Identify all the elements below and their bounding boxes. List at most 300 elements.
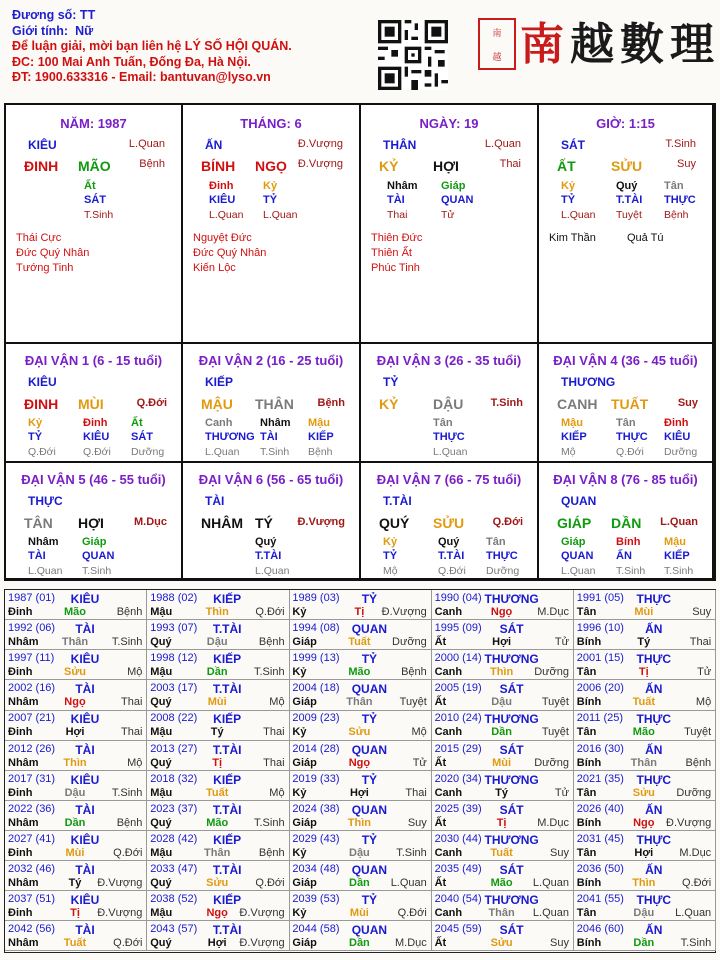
tang-trang: L.Quan [263,209,298,221]
thap-than: TÀI [205,494,225,508]
truong-sinh: Suy [677,158,696,170]
tang-trang: Tử [441,209,455,221]
than-sat: Quả Tú [627,232,664,244]
dai-van-title: ĐẠI VẬN 2 (16 - 25 tuổi) [198,353,344,368]
year-cell[interactable] [5,771,147,801]
tang-than: TỶ [263,194,278,206]
year-truong-sinh: Đ.Vượng [666,816,712,829]
year-thap-than: THƯƠNG [484,893,539,907]
year-truong-sinh: T.Sinh [254,666,285,679]
year-can: Canh [434,606,463,618]
tang-trang: Mộ [383,565,398,577]
year-cell[interactable] [147,831,289,861]
year-truong-sinh: Suy [692,606,712,618]
truong-sinh: Thai [499,158,521,170]
year-cell[interactable] [5,891,147,921]
year-cell[interactable] [5,741,147,771]
year-truong-sinh: Tuyệt [541,726,569,739]
tang-than: THỰC [616,431,648,443]
dia-chi: HỢI [78,515,104,531]
than-sat: Đức Quý Nhân [193,247,267,259]
year-chi: Mão [632,726,655,739]
dai-van-title: ĐẠI VẬN 1 (6 - 15 tuổi) [24,353,163,368]
year-label: 2006 (20) [576,682,624,695]
year-can: Ất [434,876,447,889]
year-label: 2005 (19) [434,682,482,695]
year-cell[interactable] [289,710,431,740]
year-thap-than: QUAN [351,682,388,697]
year-thap-than: THỰC [636,712,672,727]
year-can: Giáp [292,756,317,769]
tang-than: THƯƠNG [205,431,255,443]
year-chi: Dần [349,937,370,950]
year-cell[interactable] [574,831,716,861]
year-cell[interactable] [289,741,431,771]
year-cell[interactable] [5,921,147,951]
year-truong-sinh: Q.Đới [113,846,143,859]
tang-trang: L.Quan [205,446,240,458]
year-can: Quý [150,876,172,889]
year-chi: Dậu [491,696,512,709]
dai-van-4[interactable] [539,344,714,463]
year-chi: Ngọ [348,756,371,769]
year-can: Ất [434,937,447,950]
tang-can: Quý [438,536,460,548]
year-label: 2046 (60) [576,923,624,936]
tang-can: Đinh [664,417,689,429]
year-chi: Hợi [207,937,227,950]
dai-van-1[interactable] [6,344,183,463]
thap-than: ẤN [205,138,223,152]
tang-can: Quý [616,180,638,192]
year-can: Canh [434,666,463,679]
year-truong-sinh: Dưỡng [676,786,712,799]
dia-chi: TÝ [255,515,273,531]
year-label: 2030 (44) [434,832,482,845]
year-truong-sinh: Dưỡng [392,636,427,649]
year-label: 2041 (55) [576,893,624,905]
year-label: 2017 (31) [8,772,56,785]
year-thap-than: KIÊU [70,832,100,847]
thien-can: CANH [557,396,598,412]
year-cell[interactable] [432,921,574,951]
year-cell[interactable] [5,861,147,891]
year-truong-sinh: Dưỡng [534,756,569,769]
truong-sinh: L.Quan [660,516,698,528]
year-can: Canh [434,786,463,799]
pillar-title: NGÀY: 19 [419,116,479,131]
year-truong-sinh: Suy [550,937,569,950]
year-truong-sinh: Q.Đới [681,876,712,889]
duong-so: Đương số: TT [12,8,96,22]
year-cell[interactable] [574,801,716,831]
year-can: Kỷ [292,606,307,618]
year-cell[interactable] [289,861,431,891]
year-chi: Tị [70,907,80,919]
year-chi: Sửu [490,937,513,950]
tang-can: Bính [616,536,641,548]
year-label: 2019 (33) [292,772,340,785]
year-cell[interactable] [432,801,574,831]
year-label: 1991 (05) [576,592,624,604]
year-cell[interactable] [289,831,431,861]
year-thap-than: TÀI [75,742,95,757]
year-cell[interactable] [574,921,716,951]
thap-than: T.TÀI [383,494,412,508]
year-can: Tân [576,846,597,859]
year-truong-sinh: Đ.Vượng [239,907,285,919]
year-thap-than: SÁT [499,862,524,877]
year-label: 1997 (11) [8,652,55,665]
dia-chi: DẦN [611,515,642,531]
year-chi: Hợi [349,786,369,799]
year-thap-than: QUAN [351,802,388,817]
year-thap-than: THƯƠNG [484,832,539,847]
year-can: Đinh [8,726,33,739]
tang-than: TỶ [561,194,576,206]
year-can: Nhâm [8,756,39,769]
year-label: 2012 (26) [8,742,56,755]
year-can: Nhâm [8,876,39,889]
year-label: 2015 (29) [434,742,482,755]
pillar-title: NĂM: 1987 [60,116,127,131]
year-thap-than: KIẾP [213,712,242,727]
year-can: Ất [434,636,447,649]
thien-can: KỶ [379,158,399,174]
tang-than: SÁT [84,194,106,206]
year-chi: Tị [496,816,507,829]
year-can: Ất [434,816,447,829]
year-cell[interactable] [147,650,289,680]
dai-van-title: ĐẠI VẬN 7 (66 - 75 tuổi) [376,472,522,487]
year-cell[interactable] [289,680,431,710]
year-cell[interactable] [147,620,289,650]
year-cell[interactable] [147,921,289,951]
year-chi: Thìn [632,876,656,889]
tang-trang: L.Quan [561,565,596,577]
brand-seal-icon: 南 越 [478,18,516,70]
year-cell[interactable] [574,861,716,891]
year-label: 2003 (17) [150,682,198,695]
year-cell[interactable] [432,590,574,620]
year-thap-than: ẤN [645,802,663,817]
year-can: Ất [434,756,447,769]
year-can: Giáp [292,876,317,889]
tang-trang: Bệnh [308,446,333,458]
thap-than: THƯƠNG [561,375,616,389]
year-cell[interactable] [5,831,147,861]
tang-trang: Thai [387,209,408,221]
year-truong-sinh: Tử [554,786,569,799]
tang-than: TỶ [28,431,43,443]
tang-trang: T.Sinh [84,209,114,221]
year-cell[interactable] [5,680,147,710]
year-label: 2025 (39) [434,802,482,815]
thap-than: THỰC [28,494,63,508]
year-label: 2000 (14) [434,652,482,665]
than-sat: Phúc Tinh [371,262,420,274]
year-thap-than: QUAN [351,622,388,637]
tang-trang: T.Sinh [616,565,646,577]
year-thap-than: THƯƠNG [484,592,539,606]
year-cell[interactable] [289,590,431,620]
year-cell[interactable] [432,831,574,861]
dai-van-title: ĐẠI VẬN 6 (56 - 65 tuổi) [198,472,344,487]
year-truong-sinh: M.Dục [395,937,427,950]
year-can: Giáp [292,937,317,950]
tang-than: T.TÀI [616,194,643,206]
year-cell[interactable] [432,741,574,771]
truong-sinh: Đ.Vượng [297,158,343,170]
year-label: 1993 (07) [150,622,198,635]
tang-than: QUAN [441,194,474,206]
tang-than: SÁT [131,431,153,443]
year-chi: Sửu [206,876,229,889]
year-chi: Ngọ [206,907,228,919]
tang-can: Tân [433,417,453,429]
year-cell[interactable] [5,650,147,680]
year-cell[interactable] [574,741,716,771]
tang-can: Đinh [209,180,234,192]
thien-can: ĐINH [24,396,59,412]
dai-van-6[interactable] [183,463,361,580]
year-thap-than: KIÊU [70,652,100,667]
brand-logo: 南越數理 [520,19,720,70]
year-cell[interactable] [5,590,147,620]
year-cell[interactable] [574,590,716,620]
year-thap-than: THỰC [636,832,672,847]
year-thap-than: T.TÀI [212,802,242,817]
year-label: 2016 (30) [576,742,624,755]
year-cell[interactable] [432,771,574,801]
year-label: 2039 (53) [292,893,340,905]
dai-van-2[interactable] [183,344,361,463]
contact-line-2: ĐC: 100 Mai Anh Tuấn, Đống Đa, Hà Nội. [12,54,251,69]
year-truong-sinh: Mộ [411,726,427,739]
dai-van-8[interactable] [539,463,714,580]
year-cell[interactable] [432,620,574,650]
year-thap-than: THỰC [636,652,672,667]
year-truong-sinh: T.Sinh [111,636,143,649]
tang-trang: T.Sinh [260,446,290,458]
year-cell[interactable] [5,710,147,740]
year-can: Kỷ [292,726,307,739]
tang-than: KIÊU [209,194,236,206]
thap-than: KIÊU [28,375,57,389]
year-can: Đinh [8,907,33,919]
tang-can: Kỷ [561,180,576,192]
tang-can: Quý [255,536,277,548]
year-thap-than: KIẾP [213,652,242,667]
dia-chi: DẬU [433,396,464,412]
year-truong-sinh: Đ.Vượng [239,937,285,950]
year-chi: Thìn [347,816,371,829]
than-sat: Kim Thần [549,232,596,244]
tang-than: THỰC [433,431,465,443]
year-cell[interactable] [574,771,716,801]
year-cell[interactable] [574,891,716,921]
year-cell[interactable] [574,620,716,650]
year-thap-than: SÁT [499,802,524,817]
year-truong-sinh: Bệnh [685,756,712,769]
tang-trang: L.Quan [433,446,468,458]
year-cell[interactable] [432,680,574,710]
pillar-2 [361,105,539,344]
year-thap-than: T.TÀI [212,622,242,637]
qr-code-icon[interactable] [378,20,448,90]
year-label: 2020 (34) [434,772,482,785]
pillar-1 [183,105,361,344]
year-label: 2002 (16) [8,682,56,695]
year-thap-than: TÀI [75,802,95,817]
year-truong-sinh: T.Sinh [254,816,285,829]
year-cell[interactable] [432,650,574,680]
dia-chi: NGỌ [255,158,287,174]
year-chi: Thân [346,696,373,709]
year-truong-sinh: T.Sinh [396,846,427,859]
thien-can: GIÁP [557,515,592,531]
year-label: 2026 (40) [576,802,624,815]
year-can: Quý [150,696,172,709]
thap-than: KIÊU [28,138,57,152]
year-cell[interactable] [147,680,289,710]
tang-trang: Tuyệt [616,209,642,221]
year-label: 1992 (06) [8,622,56,635]
year-chi: Tuất [205,786,229,799]
truong-sinh: Bệnh [317,397,345,409]
year-cell[interactable] [432,710,574,740]
truong-sinh: Suy [677,397,698,409]
year-label: 2037 (51) [8,893,56,905]
tang-than: KIẾP [664,550,690,562]
tang-than: THỰC [664,194,696,206]
year-cell[interactable] [147,710,289,740]
year-cell[interactable] [289,801,431,831]
year-can: Bính [576,937,602,950]
year-thap-than: THƯƠNG [484,652,539,667]
tang-than: ẤN [616,550,632,562]
year-cell[interactable] [289,771,431,801]
dai-van-title: ĐẠI VẬN 3 (26 - 35 tuổi) [376,353,522,368]
year-cell[interactable] [289,921,431,951]
year-can: Nhâm [8,937,39,950]
tang-trang: T.Sinh [82,565,112,577]
year-cell[interactable] [147,801,289,831]
than-trang-thai: L.Quan [128,138,165,150]
year-thap-than: KIẾP [213,893,242,907]
year-cell[interactable] [147,891,289,921]
year-cell[interactable] [289,620,431,650]
year-label: 2032 (46) [8,862,56,875]
year-cell[interactable] [147,771,289,801]
year-cell[interactable] [289,891,431,921]
year-truong-sinh: Thai [120,726,143,739]
year-can: Mậu [150,726,173,739]
tang-can: Giáp [82,536,107,548]
year-cell[interactable] [5,801,147,831]
year-label: 2023 (37) [150,802,198,815]
year-thap-than: KIÊU [70,592,100,606]
year-label: 2034 (48) [292,862,340,875]
year-truong-sinh: Bệnh [116,606,143,618]
dia-chi: MÙI [78,396,104,412]
tang-trang: Dưỡng [486,565,520,577]
thien-can: BÍNH [201,158,236,174]
chart-grid [4,103,716,581]
year-truong-sinh: L.Quan [675,907,712,919]
dai-van-7[interactable] [361,463,539,580]
year-truong-sinh: Bệnh [258,636,285,649]
than-sat: Nguyệt Đức [193,232,252,244]
year-cell[interactable] [147,590,289,620]
thien-can: ĐINH [24,158,59,174]
year-can: Nhâm [8,696,39,709]
year-chi: Thìn [63,756,87,769]
tang-than: KIÊU [664,431,691,443]
year-chi: Tý [68,876,82,889]
year-truong-sinh: Mộ [269,696,285,709]
year-cell[interactable] [289,650,431,680]
year-label: 1988 (02) [150,592,198,604]
year-can: Mậu [150,666,173,679]
year-can: Tân [576,606,597,618]
year-cell[interactable] [574,680,716,710]
year-can: Đinh [8,606,33,618]
dai-van-5[interactable] [6,463,183,580]
year-chi: Dậu [206,636,228,649]
year-thap-than: TÀI [75,682,95,697]
year-label: 2035 (49) [434,862,482,875]
year-cell[interactable] [147,861,289,891]
year-truong-sinh: L.Quan [532,907,569,919]
tang-trang: Q.Đới [28,446,56,458]
year-truong-sinh: Q.Đới [397,907,427,919]
year-thap-than: SÁT [499,923,524,938]
truong-sinh: M.Dục [134,516,167,528]
year-thap-than: T.TÀI [212,682,242,697]
year-cell[interactable] [574,710,716,740]
year-thap-than: SÁT [499,622,524,637]
year-cell[interactable] [432,891,574,921]
year-chi: Tuất [632,696,655,709]
year-chi: Tị [354,606,365,618]
year-chi: Tý [495,786,509,799]
year-truong-sinh: Đ.Vượng [97,907,143,919]
year-chi: Tị [212,756,223,769]
year-truong-sinh: Thai [263,726,285,739]
year-chi: Tuất [348,636,371,649]
year-can: Bính [576,636,602,649]
dai-van-3[interactable] [361,344,539,463]
year-thap-than: THỰC [636,772,672,787]
year-cell[interactable] [5,620,147,650]
year-cell[interactable] [574,650,716,680]
year-label: 2031 (45) [576,832,624,845]
year-can: Mậu [150,846,173,859]
year-thap-than: THƯƠNG [484,772,539,787]
year-chi: Thân [61,636,89,649]
year-cell[interactable] [432,861,574,891]
year-truong-sinh: Mộ [127,666,143,679]
year-chi: Mùi [65,846,85,859]
year-cell[interactable] [147,741,289,771]
year-thap-than: THƯƠNG [484,712,539,727]
dai-van-title: ĐẠI VẬN 4 (36 - 45 tuổi) [553,353,698,368]
year-can: Giáp [292,816,317,829]
year-thap-than: KIÊU [70,893,100,907]
year-label: 1995 (09) [434,622,482,635]
tang-can: Canh [205,417,233,429]
